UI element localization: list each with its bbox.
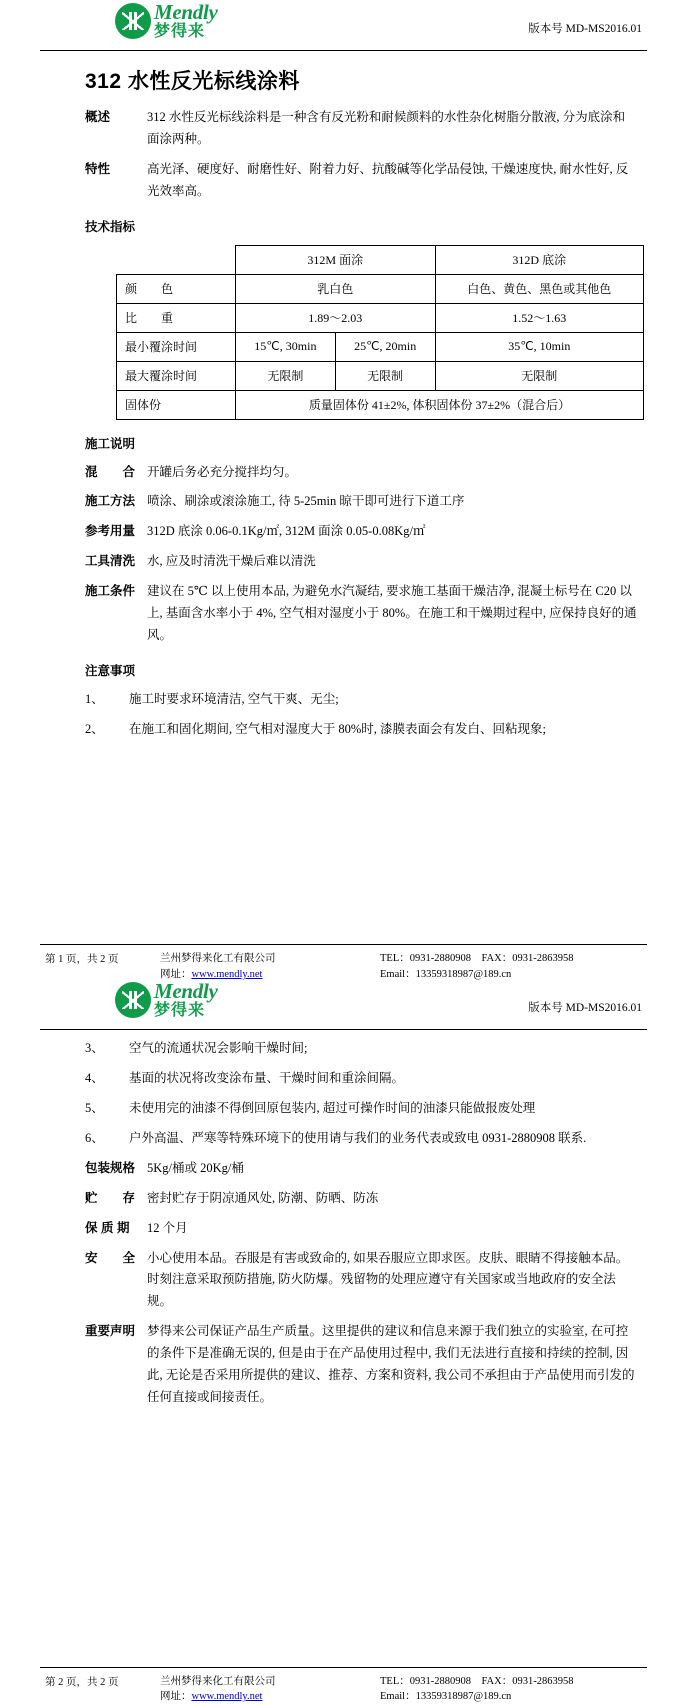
conditions-row [40, 581, 647, 647]
page-footer-1 [40, 944, 647, 979]
company-logo [115, 2, 218, 40]
footer-website-label-2: 网址： [160, 1691, 192, 1703]
cleaning-text: 水, 应及时清洗干燥后难以清洗 [147, 554, 316, 569]
coverage-row [40, 521, 647, 543]
cleaning-row [40, 551, 647, 573]
method-label: 施工方法 [85, 494, 136, 509]
features-text: 高光泽、硬度好、耐磨性好、附着力好、抗酸碱等化学品侵蚀, 干燥速度快, 耐水性好, 反光效率高。 [147, 161, 629, 198]
notice-text: 户外高温、严寒等特殊环境下的使用请与我们的业务代表或致电 0931-2880908 联系. [129, 1131, 587, 1145]
footer-divider-1 [40, 944, 647, 945]
coverage-label: 参考用量 [85, 524, 136, 539]
notice-number: 4、 [85, 1071, 104, 1086]
logo-name-cn: 梦得来 [154, 23, 206, 40]
page-header-1 [40, 0, 647, 46]
notice-number: 3、 [85, 1041, 104, 1056]
disclaimer-text: 梦得来公司保证产品生产质量。这里提供的建议和信息来源于我们独立的实验室, 在可控的条件下是准确无误的, 但是由于在产品使用过程中, 我们无法进行直接和持续的控制, 因此, 无论是否采用所提供的建议、推荐、方案和资料, 我公司不承担由于产品使用而引发的任何直接或间接责任。 [147, 1324, 635, 1404]
notice-number: 6、 [85, 1131, 104, 1145]
footer-tel-2: TEL：0931-2880908 [380, 1675, 471, 1687]
page-footer-2 [40, 1667, 647, 1702]
notice-text: 施工时要求环境清洁, 空气干爽、无尘; [129, 691, 339, 706]
table-row [117, 274, 644, 303]
safety-row [40, 1248, 647, 1314]
table-row [117, 245, 644, 274]
footer-page-number-2: 第 2 页，共 2 页 [45, 1676, 119, 1688]
notice-item-5 [40, 1098, 647, 1120]
logo-name-en: Mendly [154, 979, 218, 1004]
cleaning-label: 工具清洗 [85, 554, 136, 569]
cell-max-recoat-3: 无限制 [435, 361, 643, 390]
notice-text: 未使用完的油漆不得倒回原包装内, 超过可操作时间的油漆只能做报废处理 [129, 1101, 536, 1116]
footer-divider-2 [40, 1667, 647, 1668]
page-title: 312 水性反光标线涂料 [85, 70, 300, 93]
page1-spacer [40, 748, 647, 934]
table-header-312d: 312D 底涂 [435, 245, 643, 274]
footer-website-link-2[interactable]: www.mendly.net [191, 1691, 263, 1703]
notice-item-2 [40, 719, 647, 741]
disclaimer-label: 重要声明 [85, 1324, 136, 1339]
document-page-2 [0, 979, 687, 1701]
cell-solids-value: 质量固体份 41±2%, 体积固体份 37±2%（混合后） [236, 390, 644, 419]
cell-min-recoat-35c: 35℃, 10min [435, 332, 643, 361]
construction-heading: 施工说明 [85, 436, 136, 451]
cell-max-recoat-1: 无限制 [236, 361, 336, 390]
mixing-label: 混 合 [85, 464, 136, 479]
overview-label: 概述 [85, 110, 111, 124]
row-label-color: 颜 色 [117, 274, 236, 303]
storage-row [40, 1188, 647, 1210]
notice-text: 空气的流通状况会影响干燥时间; [129, 1041, 308, 1056]
cell-density-312m: 1.89～2.03 [236, 303, 436, 332]
coverage-text: 312D 底涂 0.06-0.1Kg/㎡, 312M 面涂 0.05-0.08Kg/㎡ [147, 524, 426, 539]
table-row [117, 390, 644, 419]
footer-company-2: 兰州梦得来化工有限公司 [160, 1675, 276, 1687]
page2-spacer [40, 1417, 647, 1657]
shelf-life-label: 保 质 期 [85, 1220, 130, 1235]
notice-text: 在施工和固化期间, 空气相对湿度大于 80%时, 漆膜表面会有发白、回粘现象; [129, 721, 547, 736]
table-row [117, 361, 644, 390]
cell-color-312d: 白色、黄色、黑色或其他色 [435, 274, 643, 303]
row-label-solids: 固体份 [117, 390, 236, 419]
tech-spec-table [116, 245, 644, 420]
disclaimer-row [40, 1321, 647, 1409]
packaging-text: 5Kg/桶或 20Kg/桶 [147, 1160, 244, 1175]
method-text: 喷涂、刷涂或滚涂施工, 待 5-25min 晾干即可进行下道工序 [147, 494, 465, 509]
logo-name-en: Mendly [154, 0, 218, 24]
footer-company-1: 兰州梦得来化工有限公司 [160, 953, 276, 965]
safety-text: 小心使用本品。吞服是有害或致命的, 如果吞服应立即求医。皮肤、眼睛不得接触本品。时刻注意采取预防措施, 防火防爆。残留物的处理应遵守有关国家或当地政府的安全法规。 [147, 1250, 629, 1309]
row-label-min-recoat: 最小覆涂时间 [117, 332, 236, 361]
mixing-row [40, 462, 647, 484]
overview-text: 312 水性反光标线涂料是一种含有反光粉和耐候颜料的水性杂化树脂分散液, 分为底涂和面涂两种。 [147, 110, 626, 146]
table-cell-empty [117, 245, 236, 274]
notice-item-4 [40, 1068, 647, 1090]
logo-text-2 [154, 981, 218, 1019]
notice-number: 1、 [85, 691, 104, 706]
footer-fax-2: FAX：0931-2863958 [481, 1675, 574, 1687]
notice-item-1 [40, 689, 647, 711]
notice-item-6 [40, 1128, 647, 1150]
cell-density-312d: 1.52～1.63 [435, 303, 643, 332]
logo-text [154, 2, 218, 40]
notice-number: 2、 [85, 721, 104, 736]
features-row [40, 159, 647, 203]
footer-website-label-1: 网址： [160, 969, 192, 981]
notice-number: 5、 [85, 1101, 104, 1116]
conditions-text: 建议在 5℃ 以上使用本品, 为避免水汽凝结, 要求施工基面干燥洁净, 混凝土标号在 C20 以上, 基面含水率小于 4%, 空气相对湿度小于 80%。在施工和干燥期过程中, 应保持良好的通风。 [147, 584, 637, 642]
method-row [40, 491, 647, 513]
overview-row [40, 107, 647, 151]
cell-max-recoat-2: 无限制 [335, 361, 435, 390]
cell-color-312m: 乳白色 [236, 274, 436, 303]
logo-mark-icon [115, 982, 151, 1018]
mixing-text: 开罐后务必充分搅拌均匀。 [147, 464, 298, 479]
version-label-1: 版本号 MD-MS2016.01 [528, 23, 642, 35]
logo-name-cn: 梦得来 [154, 1002, 206, 1020]
footer-fax-1: FAX：0931-2863958 [481, 953, 574, 965]
storage-label: 贮 存 [85, 1190, 136, 1205]
row-label-max-recoat: 最大覆涂时间 [117, 361, 236, 390]
notice-item-3 [40, 1038, 647, 1060]
table-row [117, 332, 644, 361]
row-label-density: 比 重 [117, 303, 236, 332]
packaging-row [40, 1158, 647, 1180]
table-header-312m: 312M 面涂 [236, 245, 436, 274]
cell-min-recoat-15c: 15℃, 30min [236, 332, 336, 361]
shelf-life-text: 12 个月 [147, 1220, 188, 1235]
footer-tel-1: TEL：0931-2880908 [380, 953, 471, 965]
table-row [117, 303, 644, 332]
footer-page-number-1: 第 1 页，共 2 页 [45, 954, 119, 966]
notice-text: 基面的状况将改变涂布量、干燥时间和重涂间隔。 [129, 1071, 405, 1086]
footer-website-link-1[interactable]: www.mendly.net [191, 969, 263, 981]
company-logo-2 [115, 981, 218, 1019]
header-divider-1 [40, 50, 647, 51]
cell-min-recoat-25c: 25℃, 20min [335, 332, 435, 361]
shelf-life-row [40, 1218, 647, 1240]
tech-spec-heading: 技术指标 [85, 219, 136, 234]
footer-email-1: Email：13359318987@189.cn [380, 969, 512, 981]
packaging-label: 包装规格 [85, 1160, 136, 1175]
page-header-2 [40, 979, 647, 1025]
notice-heading: 注意事项 [85, 663, 136, 678]
storage-text: 密封贮存于阴凉通风处, 防潮、防晒、防冻 [147, 1190, 379, 1205]
logo-mark-icon [115, 3, 151, 39]
features-label: 特性 [85, 161, 111, 176]
footer-email-2: Email：13359318987@189.cn [380, 1691, 512, 1703]
safety-label: 安 全 [85, 1250, 136, 1265]
version-label-2: 版本号 MD-MS2016.01 [528, 1002, 642, 1015]
conditions-label: 施工条件 [85, 584, 136, 598]
